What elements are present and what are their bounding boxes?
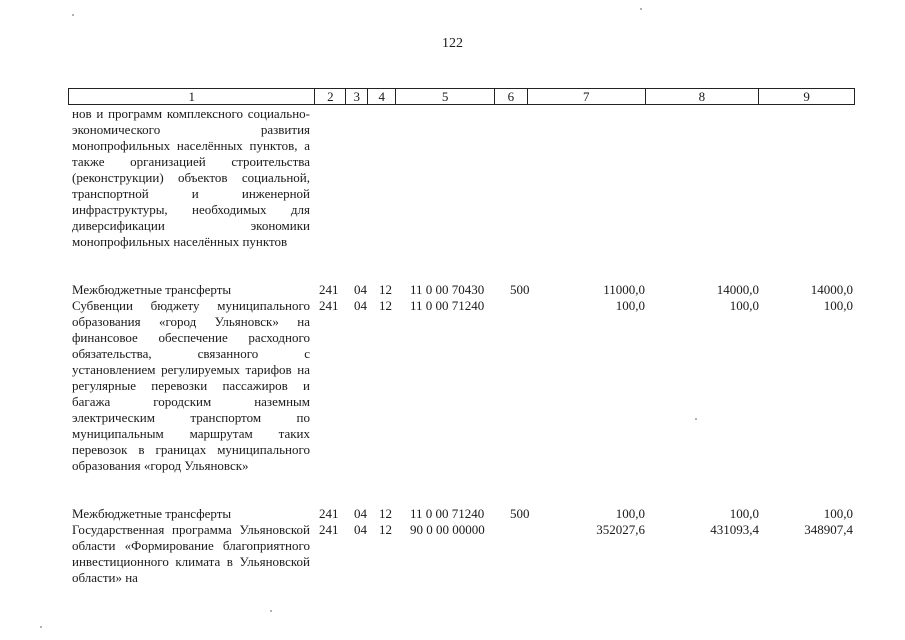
column-header-5: 5 xyxy=(396,89,495,104)
cell-col-5: 11 0 00 71240 xyxy=(410,298,485,313)
cell-col-9: 348907,4 xyxy=(804,522,853,537)
cell-col-4: 12 xyxy=(379,522,392,537)
column-header-9: 9 xyxy=(803,89,810,104)
column-header-6: 6 xyxy=(495,89,528,104)
cell-col-2: 241 xyxy=(319,506,339,521)
column-header-8: 8 xyxy=(646,89,760,104)
scan-speck xyxy=(270,610,272,612)
row-description: Государственная программа Ульяновской области «Формирование благоприятного инвестиционного климата в Ульяновской области» на xyxy=(72,522,310,585)
cell-col-8: 431093,4 xyxy=(710,522,759,537)
column-header-2: 2 xyxy=(315,89,346,104)
row-description: нов и программ комплексного социально-экономического развития монопрофильных населённых пунктов, а также организацией строительства (реконструкции) объектов социальной, транспортной и инженерной инфраструктуры, необходимых для диверсификации экономики монопрофильных населённых пунктов xyxy=(72,106,310,249)
cell-col-7: 100,0 xyxy=(615,298,645,313)
cell-col-3: 04 xyxy=(354,298,367,313)
column-header-7: 7 xyxy=(528,89,646,104)
cell-col-4: 12 xyxy=(379,282,392,297)
scan-speck xyxy=(640,8,642,10)
scan-speck xyxy=(72,14,74,16)
page-number: 122 xyxy=(442,36,463,51)
cell-col-8: 100,0 xyxy=(729,298,759,313)
cell-col-5: 11 0 00 70430 xyxy=(410,282,485,297)
cell-col-6: 500 xyxy=(510,506,530,521)
cell-col-2: 241 xyxy=(319,282,339,297)
cell-col-5: 90 0 00 00000 xyxy=(410,522,485,537)
cell-col-7: 100,0 xyxy=(615,506,645,521)
scan-speck xyxy=(695,418,697,420)
cell-col-2: 241 xyxy=(319,522,339,537)
column-header-1: 1 xyxy=(69,89,315,104)
cell-col-9: 100,0 xyxy=(823,298,853,313)
row-description: Субвенции бюджету муниципального образования «город Ульяновск» на финансовое обеспечение расходного обязательства, связанного с установлением регулируемых тарифов на регулярные перевозки пассажиров и багажа городским наземным электрическим транспортом по муниципальным маршрутам таких перевозок в границах муниципального образования «город Ульяновск» xyxy=(72,298,310,473)
scan-speck xyxy=(40,626,42,628)
cell-col-7: 11000,0 xyxy=(603,282,645,297)
cell-col-4: 12 xyxy=(379,506,392,521)
row-description: Межбюджетные трансферты xyxy=(72,282,232,297)
cell-col-9: 100,0 xyxy=(823,506,853,521)
cell-col-8: 100,0 xyxy=(729,506,759,521)
cell-col-4: 12 xyxy=(379,298,392,313)
column-header-4: 4 xyxy=(368,89,396,104)
row-description: Межбюджетные трансферты xyxy=(72,506,232,521)
cell-col-5: 11 0 00 71240 xyxy=(410,506,485,521)
cell-col-3: 04 xyxy=(354,506,367,521)
column-header-3: 3 xyxy=(346,89,368,104)
cell-col-6: 500 xyxy=(510,282,530,297)
table-header-row xyxy=(68,88,855,105)
cell-col-7: 352027,6 xyxy=(596,522,645,537)
cell-col-3: 04 xyxy=(354,522,367,537)
cell-col-9: 14000,0 xyxy=(810,282,853,297)
cell-col-8: 14000,0 xyxy=(716,282,759,297)
cell-col-2: 241 xyxy=(319,298,339,313)
cell-col-3: 04 xyxy=(354,282,367,297)
